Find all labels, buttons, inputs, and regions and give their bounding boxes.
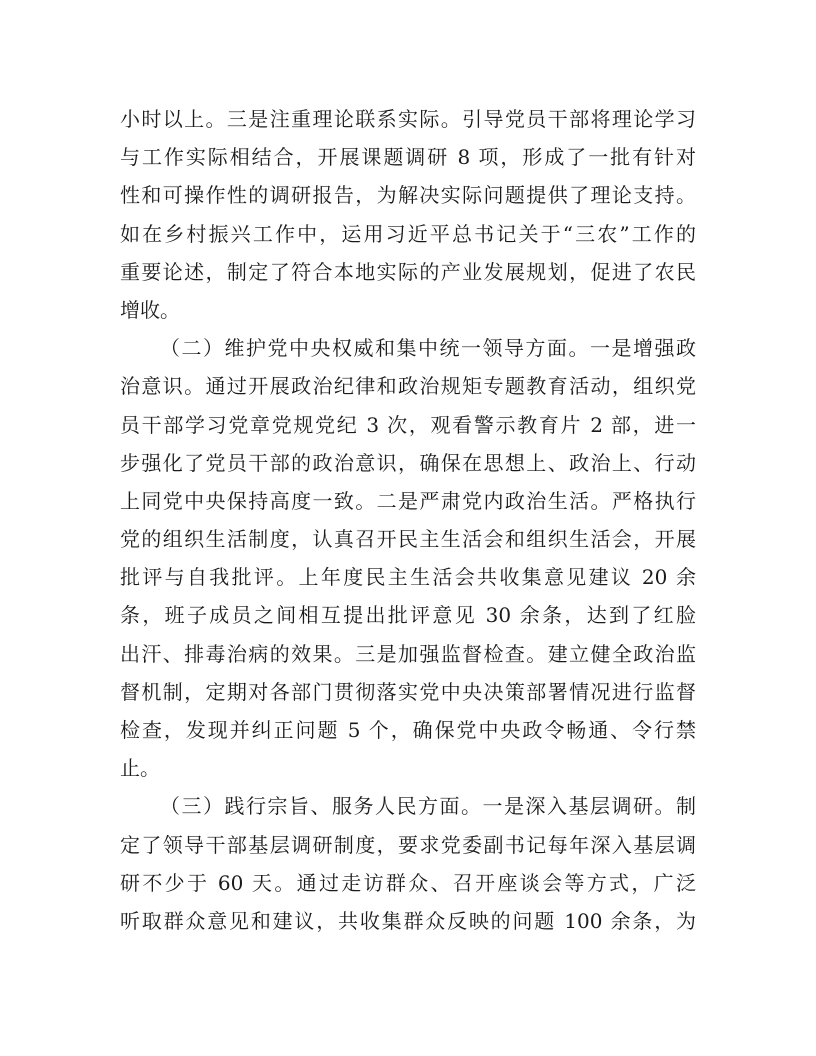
text-line: 如在乡村振兴工作中，运用习近平总书记关于“三农”工作的 [120, 221, 696, 246]
text-line: 重要论述，制定了符合本地实际的产业发展规划，促进了农民 [120, 259, 696, 284]
text-line: 与工作实际相结合，开展课题调研 8 项，形成了一批有针对 [120, 145, 696, 170]
text-line: 步强化了党员干部的政治意识，确保在思想上、政治上、行动 [120, 450, 696, 475]
text-line: 检查，发现并纠正问题 5 个，确保党中央政令畅通、令行禁 [120, 718, 696, 742]
text-line: 增收。 [120, 297, 180, 322]
text-line: 定了领导干部基层调研制度，要求党委副书记每年深入基层调 [120, 832, 696, 857]
paragraph-section-three [120, 787, 696, 940]
document-body [120, 100, 696, 940]
text-line: 研不少于 60 天。通过走访群众、召开座谈会等方式，广泛 [120, 870, 696, 895]
text-line: 上同党中央保持高度一致。二是严肃党内政治生活。严格执行 [120, 488, 696, 513]
text-line: 批评与自我批评。上年度民主生活会共收集意见建议 20 余 [120, 565, 696, 590]
paragraph-continuation [120, 100, 696, 329]
section-heading-line: （二）维护党中央权威和集中统一领导方面。一是增强政 [160, 336, 696, 361]
text-line: 性和可操作性的调研报告，为解决实际问题提供了理论支持。 [120, 183, 696, 208]
section-heading-line: （三）践行宗旨、服务人民方面。一是深入基层调研。制 [160, 794, 696, 819]
paragraph-section-two [120, 329, 696, 787]
text-line: 止。 [120, 756, 160, 781]
text-line: 听取群众意见和建议，共收集群众反映的问题 100 余条，为 [120, 908, 696, 933]
text-line: 出汗、排毒治病的效果。三是加强监督检查。建立健全政治监 [120, 641, 696, 666]
text-line: 条，班子成员之间相互提出批评意见 30 余条，达到了红脸 [120, 603, 696, 628]
text-line: 党的组织生活制度，认真召开民主生活会和组织生活会，开展 [120, 527, 696, 552]
text-line: 治意识。通过开展政治纪律和政治规矩专题教育活动，组织党 [120, 374, 696, 399]
text-line: 小时以上。三是注重理论联系实际。引导党员干部将理论学习 [120, 107, 696, 131]
text-line: 督机制，定期对各部门贯彻落实党中央决策部署情况进行监督 [120, 679, 696, 704]
text-line: 员干部学习党章党规党纪 3 次，观看警示教育片 2 部，进一 [120, 412, 696, 437]
